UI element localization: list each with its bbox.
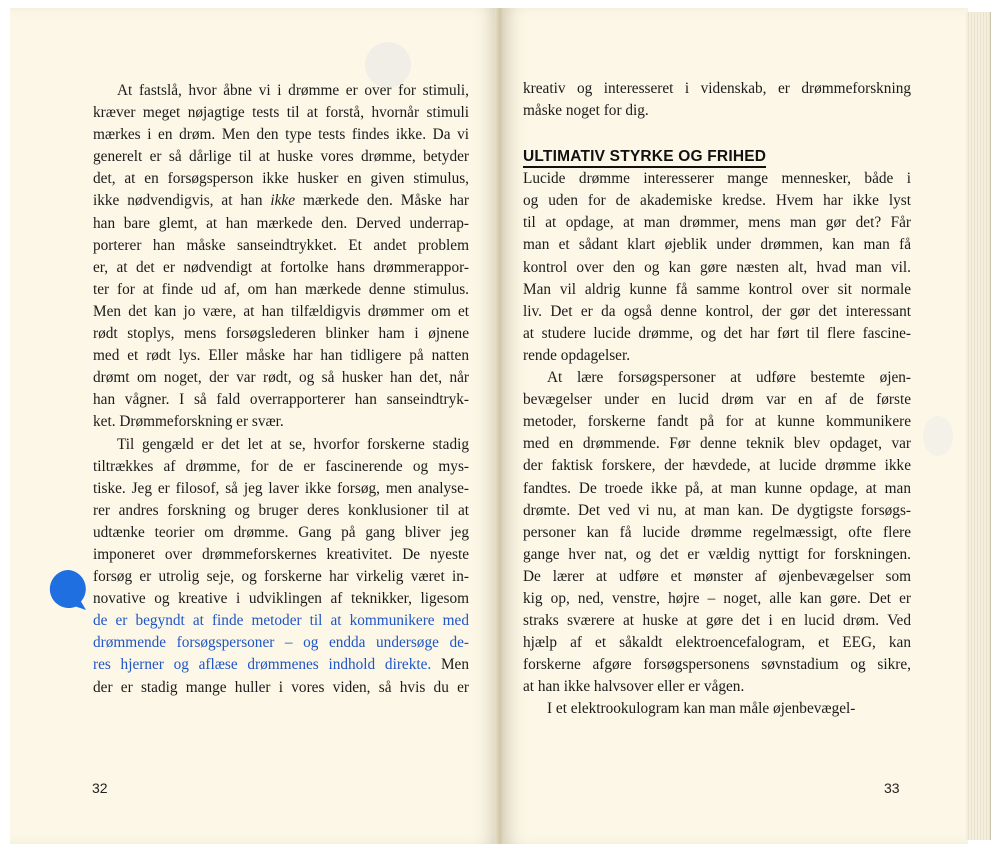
text-line	[93, 190, 469, 212]
text-line: liv. Det er da også denne kontrol, der gør det interessant	[523, 302, 911, 320]
text-line: man et sådant klart øjeblik under drømmen, kan man få	[523, 236, 911, 254]
left-page-body	[93, 80, 469, 699]
text-line: ket. Drømmeforskning er svær.	[93, 413, 284, 431]
text-line: gange hver nat, og det er vældig nyttigt for forskningen.	[523, 545, 911, 563]
text-fragment: ikke nødvendigvis, at han	[93, 192, 263, 210]
text-line: porterer han måske sanseindtrykket. Et andet problem	[93, 236, 469, 254]
text-line: rødt stoplys, mens forsøgslederen blinker ham i øjnene	[93, 325, 469, 343]
text-line: Lucide drømme interesserer mange mennesker, både i	[523, 170, 911, 188]
text-line: og uden for de akademiske kredse. Hvem har ikke lyst	[523, 192, 911, 210]
right-page-body	[523, 78, 911, 721]
text-line: generelt er så dårlige til at huske vores drømme, betyder	[93, 148, 469, 166]
text-line: I et elektrookulogram kan man måle øjenbevægel-	[547, 700, 856, 718]
text-line: rende opdagelser.	[523, 346, 631, 364]
text-line	[93, 654, 469, 676]
text-line: der faktisk forskere, der hævdede, at lucide drømme ikke	[523, 457, 911, 475]
text-line: han bare glemt, at han mærkede den. Derved underrap-	[93, 214, 469, 232]
section-heading-block	[523, 146, 911, 168]
text-line: det, at en forsøgsperson ikke husker en given stimulus,	[93, 170, 469, 188]
text-line: At fastslå, hvor åbne vi i drømme er over for stimuli,	[117, 82, 469, 99]
text-line: måske noget for dig.	[523, 102, 649, 120]
text-line: rer andres forskning og bruger deres konklusioner til at	[93, 501, 469, 519]
text-line: til at opdage, at man drømmer, mens man gør det? Får	[523, 214, 911, 232]
text-line: personer kan få lucide drømme regelmæssigt, ofte flere	[523, 523, 911, 541]
text-line: mærkes i en drøm. Men den type tests findes ikke. Da vi	[93, 126, 469, 144]
text-line: Man vil aldrig kunne få samme kontrol over sit normale	[523, 280, 911, 298]
page-edges	[966, 12, 991, 840]
highlighted-text-line: drømmende forsøgspersoner – og endda undersøge de-	[93, 634, 469, 652]
text-line: metoder, forskerne fandt på for at kunne kommunikere	[523, 413, 911, 431]
text-line: kræver meget nøjagtige tests til at forstå, hvornår stimuli	[93, 104, 469, 122]
text-line: tiltrækkes af drømme, for de er fascinerende og mys-	[93, 457, 469, 475]
text-line: Til gengæld er det let at se, hvorfor forskerne stadig	[117, 435, 469, 453]
text-line: kontrol over den og kan gøre næsten alt, hvad man vil.	[523, 258, 911, 276]
text-line: forsøg er utrolig seje, og forskerne har virkelig været in-	[93, 568, 469, 586]
section-heading: ULTIMATIV STYRKE OG FRIHED	[523, 148, 766, 168]
text-line: med en drømmende. Før denne teknik blev opdaget, var	[523, 435, 911, 453]
page-number: 32	[92, 780, 108, 796]
text-fragment: mærkede den. Måske har	[302, 192, 469, 210]
text-line: Men det kan jo være, at han tilfældigvis drømmer om et	[93, 302, 469, 320]
text-line: er, at det er nødvendigt at fortolke hans drømmerappor-	[93, 258, 469, 276]
italic-word: ikke	[270, 192, 296, 210]
right-page	[503, 8, 968, 844]
text-line: kig op, ned, venstre, højre – noget, alle kan gøre. Det er	[523, 589, 911, 607]
text-line: drømt om noget, der var rødt, og så husker han det, når	[93, 369, 469, 387]
speech-bubble-icon	[48, 568, 90, 610]
left-page	[10, 8, 497, 844]
text-fragment: Men	[440, 656, 469, 674]
text-line: At lære forsøgspersoner at udføre bestemte øjen-	[547, 369, 911, 387]
text-line: straks sværere at huske at gøre det i en lucid drøm. Ved	[523, 612, 911, 630]
text-line: hjælp af et såkaldt elektroencefalogram, et EEG, kan	[523, 634, 911, 652]
text-line: De lærer at udføre et mønster af øjenbevægelser som	[523, 567, 911, 585]
text-line: fandtes. De troede ikke på, at man kunne opdage, at man	[523, 479, 911, 497]
page-number: 33	[884, 780, 900, 796]
text-line: kreativ og interesseret i videnskab, er drømmeforskning	[523, 80, 911, 97]
show-through-mark	[923, 416, 953, 456]
text-line: bevægelser under en lucid drøm var en af de første	[523, 391, 911, 409]
text-line: drømte. Det ved vi nu, at man kan. De dygtigste forsøgs-	[523, 501, 911, 519]
text-line: imponeret over drømmeforskernes kreativitet. De nyeste	[93, 545, 469, 563]
text-line: tiske. Jeg er filosof, så jeg laver ikke forsøg, men analyse-	[93, 479, 469, 497]
text-line: at han ikke halvsover eller er vågen.	[523, 678, 745, 696]
text-line: forskerne afgøre forsøgspersonens søvnstadium og sikre,	[523, 656, 911, 674]
text-line: udtænke teorier om drømme. Gang på gang bliver jeg	[93, 523, 469, 541]
text-line: at studere lucide drømme, og det har ført til flere fascine-	[523, 324, 911, 342]
text-line: der er stadig mange huller i vores viden, så hvis du er	[93, 678, 469, 696]
text-line: med et rødt lys. Eller måske har han tidligere på natten	[93, 347, 469, 365]
text-line: han vågner. I så fald overrapporterer han sanseindtryk-	[93, 391, 469, 409]
text-line: novative og kreative i udviklingen af teknikker, ligesom	[93, 590, 469, 608]
text-line: ter for at finde ud af, om han mærkede denne stimulus.	[93, 280, 469, 298]
highlighted-text-fragment: res hjerner og aflæse drømmenes indhold direkte.	[93, 656, 432, 674]
highlighted-text-line: de er begyndt at finde metoder til at kommunikere med	[93, 612, 469, 630]
